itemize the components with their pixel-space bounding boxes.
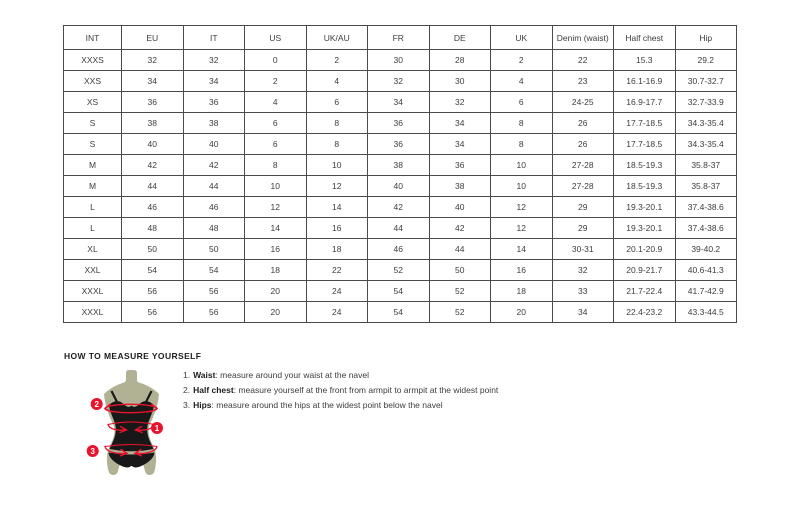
cell-it: 40 — [183, 134, 245, 155]
cell-ukau: 10 — [306, 155, 368, 176]
column-header: UK/AU — [306, 26, 368, 50]
cell-denim-waist: 26 — [552, 113, 614, 134]
cell-denim-waist: 27-28 — [552, 155, 614, 176]
cell-hip: 37.4-38.6 — [675, 218, 737, 239]
cell-it: 32 — [183, 50, 245, 71]
table-row — [64, 218, 737, 239]
step-number: 3. — [183, 400, 191, 410]
cell-uk: 2 — [491, 50, 553, 71]
column-header: IT — [183, 26, 245, 50]
measure-steps — [183, 370, 498, 415]
cell-eu: 34 — [122, 71, 184, 92]
cell-us: 0 — [245, 50, 307, 71]
cell-ukau: 24 — [306, 302, 368, 323]
table-row — [64, 92, 737, 113]
step-description: : measure around your waist at the navel — [215, 370, 370, 380]
cell-de: 50 — [429, 260, 491, 281]
step-number: 2. — [183, 385, 191, 395]
cell-ukau: 18 — [306, 239, 368, 260]
table-row — [64, 176, 737, 197]
measure-step — [183, 385, 498, 400]
cell-hip: 34.3-35.4 — [675, 134, 737, 155]
step-term: Waist — [193, 370, 216, 380]
cell-it: 42 — [183, 155, 245, 176]
cell-ukau: 12 — [306, 176, 368, 197]
cell-int: XXXS — [64, 50, 122, 71]
cell-uk: 10 — [491, 155, 553, 176]
cell-half-chest: 19.3-20.1 — [614, 218, 676, 239]
cell-fr: 40 — [368, 176, 430, 197]
cell-it: 34 — [183, 71, 245, 92]
table-row — [64, 71, 737, 92]
cell-de: 28 — [429, 50, 491, 71]
cell-uk: 16 — [491, 260, 553, 281]
cell-us: 20 — [245, 281, 307, 302]
cell-ukau: 8 — [306, 113, 368, 134]
cell-uk: 4 — [491, 71, 553, 92]
mannequin-illustration — [78, 366, 191, 481]
cell-hip: 34.3-35.4 — [675, 113, 737, 134]
cell-int: L — [64, 218, 122, 239]
cell-int: XXXL — [64, 302, 122, 323]
cell-eu: 56 — [122, 281, 184, 302]
table-row — [64, 134, 737, 155]
cell-int: XXXL — [64, 281, 122, 302]
how-to-measure-title: HOW TO MEASURE YOURSELF — [64, 351, 202, 361]
table-header-row — [64, 26, 737, 50]
cell-de: 42 — [429, 218, 491, 239]
cell-half-chest: 20.1-20.9 — [614, 239, 676, 260]
cell-eu: 38 — [122, 113, 184, 134]
cell-fr: 52 — [368, 260, 430, 281]
cell-fr: 38 — [368, 155, 430, 176]
cell-half-chest: 19.3-20.1 — [614, 197, 676, 218]
cell-de: 52 — [429, 302, 491, 323]
cell-denim-waist: 30-31 — [552, 239, 614, 260]
cell-de: 30 — [429, 71, 491, 92]
cell-int: XXS — [64, 71, 122, 92]
cell-de: 38 — [429, 176, 491, 197]
cell-half-chest: 18.5-19.3 — [614, 176, 676, 197]
cell-us: 6 — [245, 134, 307, 155]
column-header: US — [245, 26, 307, 50]
column-header: DE — [429, 26, 491, 50]
cell-int: M — [64, 155, 122, 176]
cell-denim-waist: 22 — [552, 50, 614, 71]
cell-half-chest: 22.4-23.2 — [614, 302, 676, 323]
column-header: EU — [122, 26, 184, 50]
cell-half-chest: 16.9-17.7 — [614, 92, 676, 113]
step-term: Half chest — [193, 385, 234, 395]
cell-uk: 18 — [491, 281, 553, 302]
table-row — [64, 281, 737, 302]
step-term: Hips — [193, 400, 212, 410]
cell-it: 36 — [183, 92, 245, 113]
cell-de: 52 — [429, 281, 491, 302]
cell-eu: 48 — [122, 218, 184, 239]
cell-denim-waist: 24-25 — [552, 92, 614, 113]
cell-us: 16 — [245, 239, 307, 260]
step-description: : measure yourself at the front from armpit to armpit at the widest point — [233, 385, 499, 395]
badge-hips-number: 3 — [90, 446, 95, 456]
cell-fr: 54 — [368, 281, 430, 302]
cell-ukau: 2 — [306, 50, 368, 71]
cell-denim-waist: 27-28 — [552, 176, 614, 197]
table-row — [64, 50, 737, 71]
cell-it: 50 — [183, 239, 245, 260]
column-header: Half chest — [614, 26, 676, 50]
cell-denim-waist: 33 — [552, 281, 614, 302]
cell-de: 36 — [429, 155, 491, 176]
table-row — [64, 155, 737, 176]
cell-de: 44 — [429, 239, 491, 260]
cell-eu: 44 — [122, 176, 184, 197]
cell-half-chest: 18.5-19.3 — [614, 155, 676, 176]
cell-uk: 12 — [491, 218, 553, 239]
cell-denim-waist: 29 — [552, 218, 614, 239]
cell-fr: 42 — [368, 197, 430, 218]
column-header: INT — [64, 26, 122, 50]
cell-it: 56 — [183, 302, 245, 323]
cell-us: 2 — [245, 71, 307, 92]
cell-de: 32 — [429, 92, 491, 113]
cell-fr: 54 — [368, 302, 430, 323]
cell-eu: 36 — [122, 92, 184, 113]
cell-ukau: 4 — [306, 71, 368, 92]
cell-uk: 8 — [491, 113, 553, 134]
cell-denim-waist: 32 — [552, 260, 614, 281]
cell-us: 14 — [245, 218, 307, 239]
column-header: FR — [368, 26, 430, 50]
cell-de: 34 — [429, 113, 491, 134]
cell-int: XL — [64, 239, 122, 260]
cell-it: 48 — [183, 218, 245, 239]
column-header: Denim (waist) — [552, 26, 614, 50]
badge-waist-number: 1 — [154, 423, 160, 433]
cell-hip: 37.4-38.6 — [675, 197, 737, 218]
cell-eu: 54 — [122, 260, 184, 281]
cell-denim-waist: 26 — [552, 134, 614, 155]
cell-de: 34 — [429, 134, 491, 155]
cell-it: 38 — [183, 113, 245, 134]
cell-int: L — [64, 197, 122, 218]
badge-chest-number: 2 — [94, 399, 99, 409]
cell-us: 4 — [245, 92, 307, 113]
cell-eu: 40 — [122, 134, 184, 155]
measure-step — [183, 370, 498, 385]
cell-fr: 36 — [368, 134, 430, 155]
measure-step — [183, 400, 498, 415]
cell-uk: 12 — [491, 197, 553, 218]
cell-denim-waist: 29 — [552, 197, 614, 218]
cell-hip: 43.3-44.5 — [675, 302, 737, 323]
cell-fr: 30 — [368, 50, 430, 71]
cell-uk: 6 — [491, 92, 553, 113]
cell-us: 12 — [245, 197, 307, 218]
camisole-top — [109, 401, 154, 451]
cell-us: 10 — [245, 176, 307, 197]
cell-us: 20 — [245, 302, 307, 323]
cell-ukau: 24 — [306, 281, 368, 302]
cell-int: S — [64, 134, 122, 155]
cell-half-chest: 21.7-22.4 — [614, 281, 676, 302]
cell-uk: 20 — [491, 302, 553, 323]
cell-int: XXL — [64, 260, 122, 281]
cell-eu: 56 — [122, 302, 184, 323]
table-row — [64, 302, 737, 323]
cell-fr: 34 — [368, 92, 430, 113]
table-row — [64, 239, 737, 260]
cell-eu: 32 — [122, 50, 184, 71]
table-row — [64, 260, 737, 281]
column-header: Hip — [675, 26, 737, 50]
cell-ukau: 16 — [306, 218, 368, 239]
cell-hip: 32.7-33.9 — [675, 92, 737, 113]
cell-ukau: 8 — [306, 134, 368, 155]
cell-fr: 36 — [368, 113, 430, 134]
table-row — [64, 197, 737, 218]
cell-half-chest: 20.9-21.7 — [614, 260, 676, 281]
cell-half-chest: 16.1-16.9 — [614, 71, 676, 92]
step-description: : measure around the hips at the widest point below the navel — [211, 400, 443, 410]
table-body — [64, 50, 737, 323]
cell-denim-waist: 34 — [552, 302, 614, 323]
cell-hip: 40.6-41.3 — [675, 260, 737, 281]
cell-half-chest: 15.3 — [614, 50, 676, 71]
column-header: UK — [491, 26, 553, 50]
cell-hip: 35.8-37 — [675, 155, 737, 176]
cell-eu: 46 — [122, 197, 184, 218]
cell-de: 40 — [429, 197, 491, 218]
cell-ukau: 22 — [306, 260, 368, 281]
cell-half-chest: 17.7-18.5 — [614, 134, 676, 155]
cell-it: 56 — [183, 281, 245, 302]
cell-us: 8 — [245, 155, 307, 176]
cell-int: M — [64, 176, 122, 197]
cell-eu: 42 — [122, 155, 184, 176]
size-chart-table — [63, 25, 737, 323]
cell-int: S — [64, 113, 122, 134]
cell-half-chest: 17.7-18.5 — [614, 113, 676, 134]
cell-eu: 50 — [122, 239, 184, 260]
cell-uk: 10 — [491, 176, 553, 197]
cell-hip: 30.7-32.7 — [675, 71, 737, 92]
cell-hip: 41.7-42.9 — [675, 281, 737, 302]
cell-fr: 44 — [368, 218, 430, 239]
cell-us: 18 — [245, 260, 307, 281]
cell-uk: 8 — [491, 134, 553, 155]
mannequin-svg — [78, 366, 191, 481]
cell-ukau: 6 — [306, 92, 368, 113]
cell-uk: 14 — [491, 239, 553, 260]
cell-us: 6 — [245, 113, 307, 134]
step-number: 1. — [183, 370, 191, 380]
cell-int: XS — [64, 92, 122, 113]
cell-it: 54 — [183, 260, 245, 281]
cell-fr: 32 — [368, 71, 430, 92]
cell-ukau: 14 — [306, 197, 368, 218]
table-row — [64, 113, 737, 134]
cell-hip: 29.2 — [675, 50, 737, 71]
cell-it: 46 — [183, 197, 245, 218]
cell-denim-waist: 23 — [552, 71, 614, 92]
cell-hip: 35.8-37 — [675, 176, 737, 197]
cell-it: 44 — [183, 176, 245, 197]
cell-hip: 39-40.2 — [675, 239, 737, 260]
cell-fr: 46 — [368, 239, 430, 260]
